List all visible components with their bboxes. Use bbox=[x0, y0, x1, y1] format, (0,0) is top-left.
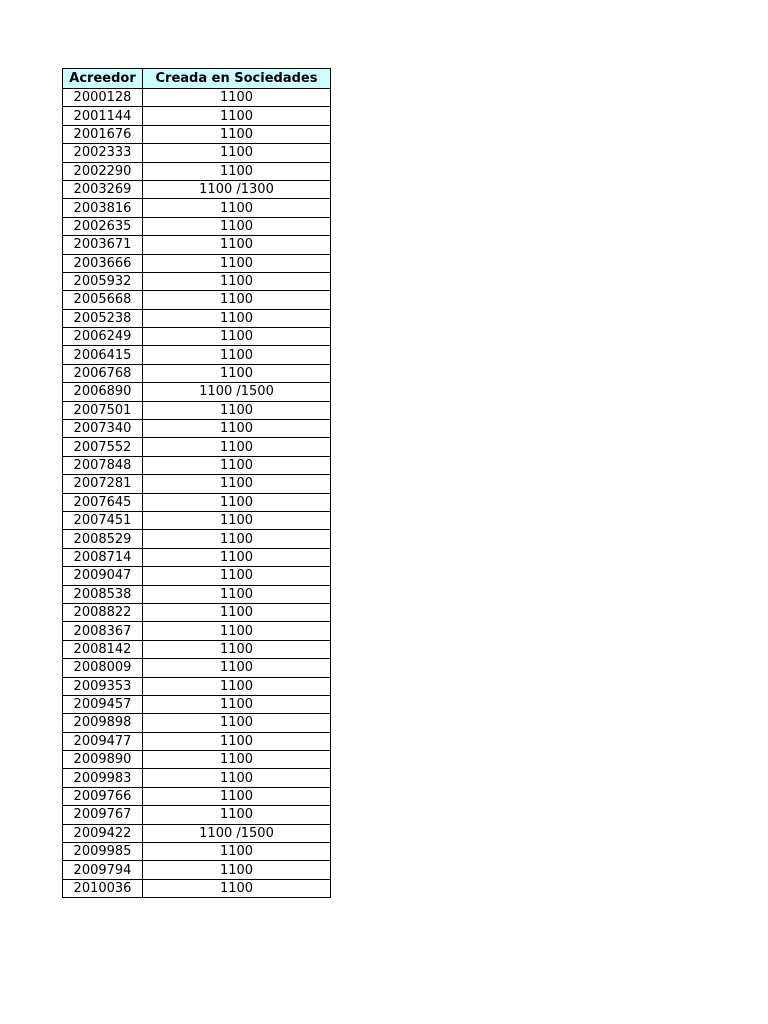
table-row bbox=[63, 162, 331, 180]
acreedor-cell: 2008142 bbox=[63, 640, 143, 658]
sociedades-cell: 1100 bbox=[143, 843, 331, 861]
acreedor-cell: 2006415 bbox=[63, 346, 143, 364]
acreedor-cell: 2003671 bbox=[63, 236, 143, 254]
header-acreedor: Acreedor bbox=[63, 69, 143, 89]
table-row bbox=[63, 346, 331, 364]
sociedades-cell: 1100 /1500 bbox=[143, 383, 331, 401]
table-row bbox=[63, 89, 331, 107]
acreedor-cell: 2010036 bbox=[63, 879, 143, 897]
acreedor-cell: 2003666 bbox=[63, 254, 143, 272]
sociedades-cell: 1100 bbox=[143, 291, 331, 309]
table-row bbox=[63, 787, 331, 805]
acreedor-cell: 2005668 bbox=[63, 291, 143, 309]
acreedor-cell: 2005932 bbox=[63, 272, 143, 290]
table-row bbox=[63, 291, 331, 309]
sociedades-cell: 1100 bbox=[143, 309, 331, 327]
table-row bbox=[63, 180, 331, 198]
sociedades-cell: 1100 bbox=[143, 677, 331, 695]
table-row bbox=[63, 272, 331, 290]
sociedades-cell: 1100 bbox=[143, 125, 331, 143]
sociedades-cell: 1100 bbox=[143, 272, 331, 290]
acreedor-cell: 2009983 bbox=[63, 769, 143, 787]
sociedades-cell: 1100 bbox=[143, 511, 331, 529]
table-row bbox=[63, 530, 331, 548]
sociedades-cell: 1100 bbox=[143, 640, 331, 658]
sociedades-cell: 1100 bbox=[143, 769, 331, 787]
table-row bbox=[63, 309, 331, 327]
table-row bbox=[63, 420, 331, 438]
sociedades-cell: 1100 bbox=[143, 162, 331, 180]
acreedor-cell: 2009890 bbox=[63, 751, 143, 769]
acreedor-cell: 2003816 bbox=[63, 199, 143, 217]
table-row bbox=[63, 622, 331, 640]
sociedades-cell: 1100 bbox=[143, 879, 331, 897]
acreedor-cell: 2009794 bbox=[63, 861, 143, 879]
sociedades-cell: 1100 bbox=[143, 328, 331, 346]
acreedor-cell: 2007645 bbox=[63, 493, 143, 511]
acreedor-cell: 2006768 bbox=[63, 364, 143, 382]
table-row bbox=[63, 493, 331, 511]
acreedor-cell: 2008714 bbox=[63, 548, 143, 566]
acreedor-cell: 2003269 bbox=[63, 180, 143, 198]
acreedor-cell: 2002635 bbox=[63, 217, 143, 235]
table-row bbox=[63, 677, 331, 695]
table-row bbox=[63, 125, 331, 143]
sociedades-cell: 1100 bbox=[143, 144, 331, 162]
acreedor-cell: 2005238 bbox=[63, 309, 143, 327]
acreedor-table bbox=[62, 68, 331, 898]
acreedor-cell: 2007552 bbox=[63, 438, 143, 456]
acreedor-cell: 2006249 bbox=[63, 328, 143, 346]
acreedor-cell: 2009985 bbox=[63, 843, 143, 861]
table-row bbox=[63, 659, 331, 677]
table-row bbox=[63, 236, 331, 254]
table-row bbox=[63, 456, 331, 474]
table-row bbox=[63, 806, 331, 824]
table-row bbox=[63, 603, 331, 621]
table-row bbox=[63, 861, 331, 879]
table-row bbox=[63, 199, 331, 217]
acreedor-cell: 2009422 bbox=[63, 824, 143, 842]
sociedades-cell: 1100 bbox=[143, 493, 331, 511]
table-row bbox=[63, 144, 331, 162]
acreedor-cell: 2009898 bbox=[63, 714, 143, 732]
table-row bbox=[63, 843, 331, 861]
sociedades-cell: 1100 bbox=[143, 603, 331, 621]
sociedades-cell: 1100 bbox=[143, 695, 331, 713]
table-row bbox=[63, 328, 331, 346]
sociedades-cell: 1100 bbox=[143, 89, 331, 107]
table-row bbox=[63, 511, 331, 529]
sociedades-cell: 1100 bbox=[143, 456, 331, 474]
acreedor-cell: 2001676 bbox=[63, 125, 143, 143]
table-row bbox=[63, 769, 331, 787]
acreedor-cell: 2007340 bbox=[63, 420, 143, 438]
table-row bbox=[63, 879, 331, 897]
acreedor-cell: 2009047 bbox=[63, 567, 143, 585]
table-body bbox=[63, 89, 331, 898]
acreedor-cell: 2008009 bbox=[63, 659, 143, 677]
table-row bbox=[63, 695, 331, 713]
table-row bbox=[63, 751, 331, 769]
sociedades-cell: 1100 bbox=[143, 217, 331, 235]
acreedor-cell: 2008538 bbox=[63, 585, 143, 603]
sociedades-cell: 1100 bbox=[143, 732, 331, 750]
acreedor-cell: 2008367 bbox=[63, 622, 143, 640]
sociedades-cell: 1100 bbox=[143, 861, 331, 879]
sociedades-cell: 1100 bbox=[143, 107, 331, 125]
sociedades-cell: 1100 /1500 bbox=[143, 824, 331, 842]
acreedor-cell: 2007451 bbox=[63, 511, 143, 529]
acreedor-cell: 2009353 bbox=[63, 677, 143, 695]
sociedades-cell: 1100 bbox=[143, 475, 331, 493]
acreedor-cell: 2007501 bbox=[63, 401, 143, 419]
acreedor-cell: 2009477 bbox=[63, 732, 143, 750]
sociedades-cell: 1100 bbox=[143, 714, 331, 732]
acreedor-cell: 2007281 bbox=[63, 475, 143, 493]
acreedor-cell: 2008529 bbox=[63, 530, 143, 548]
table-row bbox=[63, 438, 331, 456]
sociedades-cell: 1100 bbox=[143, 751, 331, 769]
sociedades-cell: 1100 bbox=[143, 530, 331, 548]
table-row bbox=[63, 824, 331, 842]
acreedor-cell: 2009767 bbox=[63, 806, 143, 824]
sociedades-cell: 1100 bbox=[143, 236, 331, 254]
sociedades-cell: 1100 bbox=[143, 254, 331, 272]
table-row bbox=[63, 254, 331, 272]
header-creada-en-sociedades: Creada en Sociedades bbox=[143, 69, 331, 89]
acreedor-cell: 2009457 bbox=[63, 695, 143, 713]
sociedades-cell: 1100 bbox=[143, 659, 331, 677]
sociedades-cell: 1100 bbox=[143, 787, 331, 805]
sociedades-cell: 1100 /1300 bbox=[143, 180, 331, 198]
acreedor-cell: 2006890 bbox=[63, 383, 143, 401]
acreedor-cell: 2007848 bbox=[63, 456, 143, 474]
table-row bbox=[63, 475, 331, 493]
acreedor-cell: 2008822 bbox=[63, 603, 143, 621]
table-row bbox=[63, 548, 331, 566]
acreedor-cell: 2002290 bbox=[63, 162, 143, 180]
sociedades-cell: 1100 bbox=[143, 346, 331, 364]
sociedades-cell: 1100 bbox=[143, 199, 331, 217]
table-row bbox=[63, 567, 331, 585]
sociedades-cell: 1100 bbox=[143, 585, 331, 603]
table-row bbox=[63, 732, 331, 750]
acreedor-cell: 2000128 bbox=[63, 89, 143, 107]
sociedades-cell: 1100 bbox=[143, 401, 331, 419]
acreedor-cell: 2009766 bbox=[63, 787, 143, 805]
table-row bbox=[63, 585, 331, 603]
sociedades-cell: 1100 bbox=[143, 548, 331, 566]
table-row bbox=[63, 364, 331, 382]
table-row bbox=[63, 383, 331, 401]
sociedades-cell: 1100 bbox=[143, 622, 331, 640]
table-row bbox=[63, 714, 331, 732]
sociedades-cell: 1100 bbox=[143, 364, 331, 382]
table-row bbox=[63, 640, 331, 658]
header-row bbox=[63, 69, 331, 89]
sociedades-cell: 1100 bbox=[143, 438, 331, 456]
table-row bbox=[63, 107, 331, 125]
sociedades-cell: 1100 bbox=[143, 420, 331, 438]
sociedades-cell: 1100 bbox=[143, 806, 331, 824]
acreedor-cell: 2002333 bbox=[63, 144, 143, 162]
table-row bbox=[63, 217, 331, 235]
table-row bbox=[63, 401, 331, 419]
acreedor-cell: 2001144 bbox=[63, 107, 143, 125]
sociedades-cell: 1100 bbox=[143, 567, 331, 585]
